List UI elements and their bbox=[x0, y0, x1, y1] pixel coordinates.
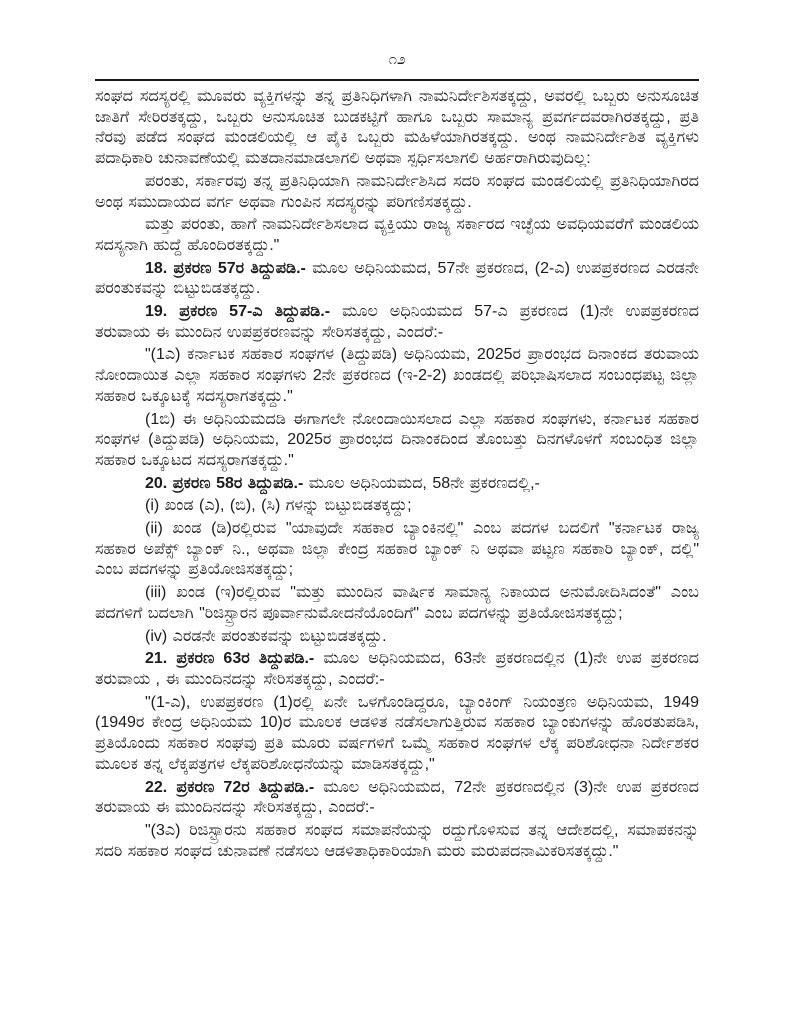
paragraph-section-20 bbox=[95, 474, 699, 495]
paragraph-clause-iv bbox=[95, 627, 699, 648]
paragraph-text: (iii) ಖಂಡ (ಇ)ರಲ್ಲಿರುವ "ಮತ್ತು ಮುಂದಿನ ವಾರ್ಷಿಕ ಸಾಮಾನ್ಯ ನಿಕಾಯದ ಅನುಮೋದಿಸಿದಂತೆ" ಎಂಬ ಪದಗಳಿಗೆ ಬದಲಾಗಿ "ರಿಜಿಸ್ಟ್ರಾರನ ಪೂರ್ವಾನುಮೋದನೆಯೊಂದಿಗೆ" ಎಂಬ ಪದಗಳನ್ನು ಪ್ರತಿಯೋಜಿಸತಕ್ಕದ್ದು; bbox=[95, 584, 699, 622]
paragraph-clause-i bbox=[95, 496, 699, 517]
paragraph bbox=[95, 87, 699, 170]
paragraph-text: ಮೂಲ ಅಧಿನಿಯಮದ, 63ನೇ ಪ್ರಕರಣದಲ್ಲಿನ (1)ನೇ ಉಪ ಪ್ರಕರಣದ ತರುವಾಯ , ಈ ಮುಂದಿನದನ್ನು ಸೇರಿಸತಕ್ಕದ್ದು, ಎಂದರೆ:- bbox=[95, 650, 700, 688]
paragraph-text: "(1ಎ) ಕರ್ನಾಟಕ ಸಹಕಾರ ಸಂಘಗಳ (ತಿದ್ದುಪಡಿ) ಅಧಿನಿಯಮ, 2025ರ ಪ್ರಾರಂಭದ ದಿನಾಂಕದ ತರುವಾಯ ನೋಂದಾಯಿತ ಎಲ್ಲಾ ಸಹಕಾರ ಸಂಘಗಳು 2ನೇ ಪ್ರಕರಣದ (ಇ-2-2) ಖಂಡದಲ್ಲಿ ಪರಿಭಾಷಿಸಲಾದ ಸಂಬಂಧಪಟ್ಟ ಜಿಲ್ಲಾ ಸಹಕಾರ ಒಕ್ಕೂಟಕ್ಕೆ ಸದಸ್ಯರಾಗತಕ್ಕದ್ದು." bbox=[95, 346, 699, 405]
page-number: ೧೨ bbox=[388, 51, 406, 68]
header-rule bbox=[95, 79, 699, 81]
paragraph-text: ಪರಂತು, ಸರ್ಕಾರವು ತನ್ನ ಪ್ರತಿನಿಧಿಯಾಗಿ ನಾಮನಿರ್ದೇಶಿಸಿದ ಸದರಿ ಸಂಘದ ಮಂಡಲಿಯಲ್ಲಿ ಪ್ರತಿನಿಧಿಯಾಗಿರದ ಅಂಥ ಸಮುದಾಯದ ವರ್ಗ ಅಥವಾ ಗುಂಪಿನ ಸದಸ್ಯರನ್ನು ಪರಿಗಣಿಸತಕ್ಕದ್ದು. bbox=[95, 172, 699, 211]
paragraph-text: "(1-ಎ), ಉಪಪ್ರಕರಣ (1)ರಲ್ಲಿ ಏನೇ ಒಳಗೊಂಡಿದ್ದರೂ, ಬ್ಯಾಂಕಿಂಗ್ ನಿಯಂತ್ರಣ ಅಧಿನಿಯಮ, 1949 (1949ರ ಕೇಂದ್ರ ಅಧಿನಿಯಮ 10)ರ ಮೂಲಕ ಆಡಳಿತ ನಡೆಸಲಾಗುತ್ತಿರುವ ಸಹಕಾರ ಬ್ಯಾಂಕುಗಳನ್ನು ಹೊರತುಪಡಿಸಿ, ಪ್ರತಿಯೊಂದು ಸಹಕಾರ ಸಂಘವು ಪ್ರತಿ ಮೂರು ವರ್ಷಗಳಿಗೆ ಒಮ್ಮೆ ಸಹಕಾರ ಸಂಘಗಳ ಲೆಕ್ಕ ಪರಿಶೋಧನಾ ನಿರ್ದೇಶಕರ ಮೂಲಕ ತನ್ನ ಲೆಕ್ಕಪತ್ರಗಳ ಲೆಕ್ಕಪರಿಶೋಧನೆಯನ್ನು ಮಾಡಿಸತಕ್ಕದ್ದು," bbox=[95, 693, 699, 773]
paragraph-section-19 bbox=[95, 302, 699, 343]
paragraph bbox=[95, 410, 699, 472]
paragraph-text: ಮೂಲ ಅಧಿನಿಯಮದ 57-ಎ ಪ್ರಕರಣದ (1)ನೇ ಉಪಪ್ರಕರಣದ ತರುವಾಯ ಈ ಮುಂದಿನ ಉಪಪ್ರಕರಣವನ್ನು ಸೇರಿಸತಕ್ಕದ್ದು, ಎಂದರೆ:- bbox=[95, 303, 699, 341]
paragraph-section-21 bbox=[95, 649, 699, 690]
paragraph-section-18 bbox=[95, 259, 699, 300]
paragraph-text: ಸಂಘದ ಸದಸ್ಯರಲ್ಲಿ ಮೂವರು ವ್ಯಕ್ತಿಗಳನ್ನು ತನ್ನ ಪ್ರತಿನಿಧಿಗಳಾಗಿ ನಾಮನಿರ್ದೇಶಿಸತಕ್ಕದ್ದು, ಅವರಲ್ಲಿ ಒಬ್ಬರು ಅನುಸೂಚಿತ ಜಾತಿಗೆ ಸೇರಿರತಕ್ಕದ್ದು, ಒಬ್ಬರು ಅನುಸೂಚಿತ ಬುಡಕಟ್ಟಿಗೆ ಹಾಗೂ ಒಬ್ಬರು ಸಾಮಾನ್ಯ ಪ್ರವರ್ಗದವರಾಗಿರತಕ್ಕದ್ದು, ಪ್ರತಿ ನೆರವು ಪಡೆದ ಸಂಘದ ಮಂಡಲಿಯಲ್ಲಿ ಆ ಪೈಕಿ ಒಬ್ಬರು ಮಹಿಳೆಯಾಗಿರತಕ್ಕದ್ದು. ಅಂಥ ನಾಮನಿರ್ದೇಶಿತ ವ್ಯಕ್ತಿಗಳು ಪದಾಧಿಕಾರಿ ಚುನಾವಣೆಯಲ್ಲಿ ಮತದಾನಮಾಡಲಾಗಲಿ ಅಥವಾ ಸ್ಪರ್ಧಿಸಲಾಗಲಿ ಅರ್ಹರಾಗಿರುವುದಿಲ್ಲ: bbox=[95, 88, 699, 168]
paragraph-text: (iv) ಎರಡನೇ ಪರಂತುಕವನ್ನು ಬಿಟ್ಟುಬಿಡತಕ್ಕದ್ದು. bbox=[145, 627, 387, 645]
paragraph-clause-ii bbox=[95, 519, 699, 581]
paragraph-text: "(3ಎ) ರಿಜಿಸ್ಟ್ರಾರನು ಸಹಕಾರ ಸಂಘದ ಸಮಾಪನೆಯನ್ನು ರದ್ದುಗೊಳಿಸುವ ತನ್ನ ಆದೇಶದಲ್ಲಿ, ಸಮಾಪಕನನ್ನು ಸದರಿ ಸಹಕಾರ ಸಂಘದ ಚುನಾವಣೆ ನಡೆಸಲು ಆಡಳಿತಾಧಿಕಾರಿಯಾಗಿ ಮರು ಮರುಪದನಾಮಿಕರಿಸತಕ್ಕದ್ದು." bbox=[95, 821, 699, 860]
section-heading: 20. ಪ್ರಕರಣ 58ರ ತಿದ್ದುಪಡಿ.- bbox=[145, 474, 304, 492]
paragraph-text: ಮೂಲ ಅಧಿನಿಯಮದ, 58ನೇ ಪ್ರಕರಣದಲ್ಲಿ,- bbox=[303, 474, 540, 492]
paragraph-text: (i) ಖಂಡ (ಎ), (ಬಿ), (ಸಿ) ಗಳನ್ನು ಬಿಟ್ಟುಬಿಡತಕ್ಕದ್ದು; bbox=[145, 497, 412, 515]
section-heading: 22. ಪ್ರಕರಣ 72ರ ತಿದ್ದುಪಡಿ.- bbox=[145, 778, 315, 796]
document-page bbox=[95, 50, 699, 864]
paragraph bbox=[95, 345, 699, 407]
paragraph-text: (ii) ಖಂಡ (ಡಿ)ರಲ್ಲಿರುವ "ಯಾವುದೇ ಸಹಕಾರ ಬ್ಯಾಂಕಿನಲ್ಲಿ" ಎಂಬ ಪದಗಳ ಬದಲಿಗೆ "ಕರ್ನಾಟಕ ರಾಜ್ಯ ಸಹಕಾರ ಅಪೆಕ್ಸ್ ಬ್ಯಾಂಕ್ ನಿ., ಅಥವಾ ಜಿಲ್ಲಾ ಕೇಂದ್ರ ಸಹಕಾರ ಬ್ಯಾಂಕ್ ನಿ ಅಥವಾ ಪಟ್ಟಣ ಸಹಕಾರಿ ಬ್ಯಾಂಕ್, ದಲ್ಲಿ" ಎಂಬ ಪದಗಳನ್ನು ಪ್ರತಿಯೋಜಿಸತಕ್ಕದ್ದು; bbox=[95, 520, 699, 579]
paragraph-text: ಮತ್ತು ಪರಂತು, ಹಾಗೆ ನಾಮನಿರ್ದೇಶಿಸಲಾದ ವ್ಯಕ್ತಿಯು ರಾಜ್ಯ ಸರ್ಕಾರದ ಇಚ್ಛೆಯ ಅವಧಿಯವರೆಗೆ ಮಂಡಲಿಯ ಸದಸ್ಯನಾಗಿ ಹುದ್ದೆ ಹೊಂದಿರತಕ್ಕದ್ದು." bbox=[95, 216, 699, 254]
paragraph-section-22 bbox=[95, 778, 699, 819]
paragraph bbox=[95, 215, 699, 256]
paragraph-text: (1ಬಿ) ಈ ಅಧಿನಿಯಮದಡಿ ಈಗಾಗಲೇ ನೋಂದಾಯಿಸಲಾದ ಎಲ್ಲಾ ಸಹಕಾರ ಸಂಘಗಳು, ಕರ್ನಾಟಕ ಸಹಕಾರ ಸಂಘಗಳ (ತಿದ್ದುಪಡಿ) ಅಧಿನಿಯಮ, 2025ರ ಪ್ರಾರಂಭದ ದಿನಾಂಕದಿಂದ ತೊಂಬತ್ತು ದಿನಗಳೊಳಗೆ ಸಂಬಂಧಿತ ಜಿಲ್ಲಾ ಸಹಕಾರ ಒಕ್ಕೂಟದ ಸದಸ್ಯರಾಗತಕ್ಕದ್ದು." bbox=[95, 410, 699, 469]
paragraph bbox=[95, 172, 699, 213]
section-heading: 18. ಪ್ರಕರಣ 57ರ ತಿದ್ದುಪಡಿ.- bbox=[145, 259, 306, 277]
section-heading: 19. ಪ್ರಕರಣ 57-ಎ ತಿದ್ದುಪಡಿ.- bbox=[145, 303, 331, 321]
paragraph-text: ಮೂಲ ಅಧಿನಿಯಮದ, 57ನೇ ಪ್ರಕರಣದ, (2-ಎ) ಉಪಪ್ರಕರಣದ ಎರಡನೇ ಪರಂತುಕವನ್ನು ಬಿಟ್ಟುಬಿಡತಕ್ಕದ್ದು. bbox=[95, 259, 699, 298]
section-heading: 21. ಪ್ರಕರಣ 63ರ ತಿದ್ದುಪಡಿ.- bbox=[145, 650, 315, 668]
paragraph bbox=[95, 693, 699, 776]
paragraph bbox=[95, 821, 699, 862]
paragraph-clause-iii bbox=[95, 583, 699, 624]
paragraph-text: ಮೂಲ ಅಧಿನಿಯಮದ, 72ನೇ ಪ್ರಕರಣದಲ್ಲಿನ (3)ನೇ ಉಪ ಪ್ರಕರಣದ ತರುವಾಯ ಈ ಮುಂದಿನದನ್ನು ಸೇರಿಸತಕ್ಕದ್ದು, ಎಂದರೆ:- bbox=[95, 778, 700, 817]
